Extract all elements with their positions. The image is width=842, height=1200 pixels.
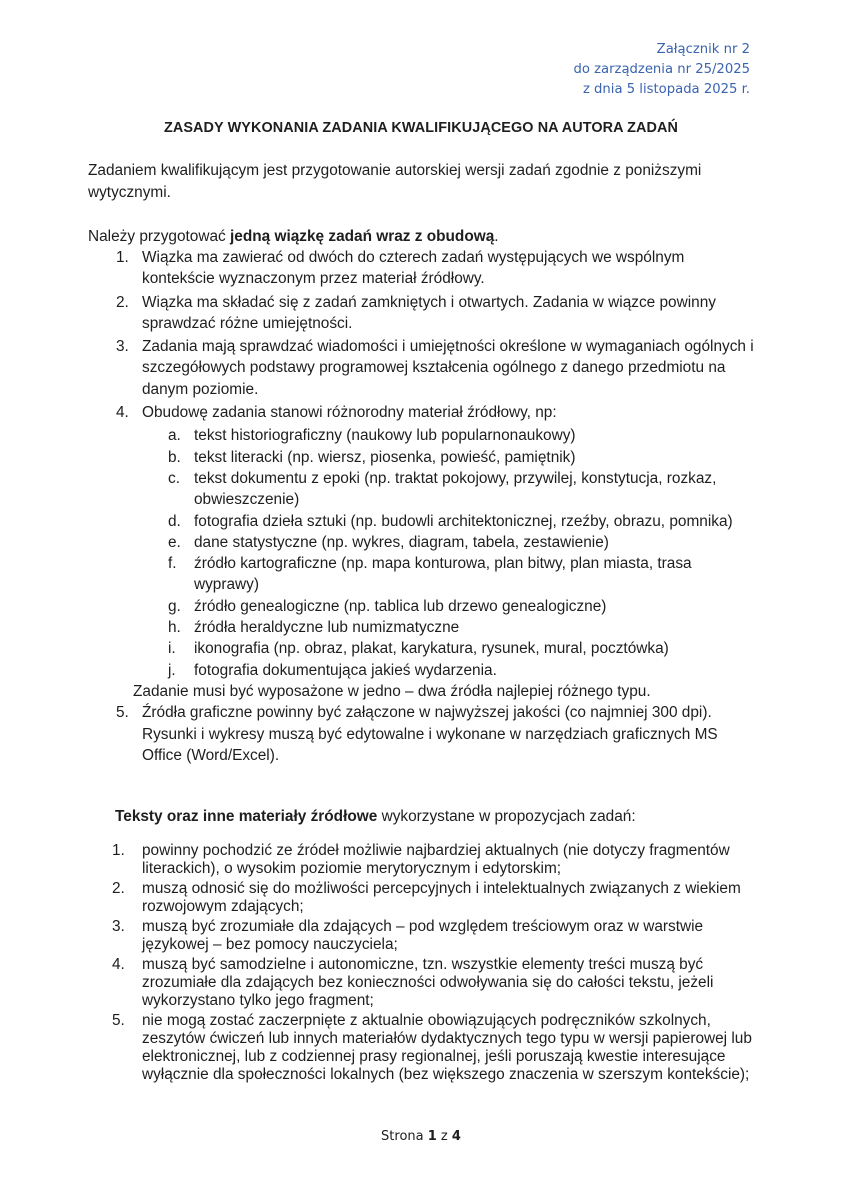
- rule-number: 4.: [116, 404, 129, 422]
- source-type-letter: d.: [168, 512, 181, 530]
- source-type-letter: g.: [168, 597, 181, 615]
- material-text: powinny pochodzić ze źródeł możliwie najbardziej aktualnych (nie dotyczy fragmentów literackich), o wysokim poziomie merytorycznym i edytorskim;: [142, 842, 730, 877]
- source-type-text: źródła heraldyczne lub numizmatyczne: [194, 619, 460, 637]
- document-title: ZASADY WYKONANIA ZADANIA KWALIFIKUJĄCEGO NA AUTORA ZADAŃ: [163, 120, 679, 136]
- rule-item: [88, 247, 758, 290]
- source-type-letter: c.: [168, 469, 180, 487]
- source-type-item: [88, 553, 758, 596]
- rule-number: 5.: [116, 704, 129, 722]
- rule-item: [88, 702, 758, 766]
- source-type-text: fotografia dzieła sztuki (np. budowli architektonicznej, rzeźby, obrazu, pomnika): [194, 512, 733, 530]
- bundle-lead: [88, 226, 758, 248]
- source-type-letter: f.: [168, 555, 177, 573]
- source-type-letter: j.: [168, 661, 176, 679]
- source-type-item: [88, 468, 758, 511]
- materials-lead: [115, 806, 755, 828]
- source-type-text: tekst historiograficzny (naukowy lub popularnonaukowy): [194, 427, 576, 445]
- rule-item: [88, 292, 758, 335]
- annex-line-3: z dnia 5 listopada 2025 r.: [582, 82, 750, 97]
- material-number: 4.: [112, 956, 125, 973]
- material-number: 2.: [112, 880, 125, 897]
- material-text: muszą odnosić się do możliwości percepcyjnych i intelektualnych związanych z wiekiem rozwojowym zdających;: [142, 880, 741, 915]
- source-type-item: [88, 660, 758, 681]
- source-type-item: [88, 425, 758, 446]
- material-item: [112, 1012, 752, 1084]
- source-type-item: [88, 511, 758, 532]
- rules-list: [88, 247, 758, 768]
- material-item: [112, 918, 752, 954]
- material-text: muszą być zrozumiałe dla zdających – pod względem treściowym oraz w warstwie językowej – bez pomocy nauczyciela;: [142, 918, 704, 953]
- materials-lead-after: wykorzystane w propozycjach zadań:: [377, 808, 636, 825]
- source-type-item: [88, 532, 758, 553]
- page-footer: [0, 1129, 842, 1144]
- materials-lead-bold: Teksty oraz inne materiały źródłowe: [115, 808, 378, 825]
- source-type-item: [88, 596, 758, 617]
- rule-text: Obudowę zadania stanowi różnorodny materiał źródłowy, np:: [142, 404, 557, 422]
- source-type-text: źródło genealogiczne (np. tablica lub drzewo genealogiczne): [194, 597, 607, 615]
- footer-separator: z: [436, 1129, 452, 1144]
- rule-text: Wiązka ma składać się z zadań zamkniętych i otwartych. Zadania w wiązce powinny sprawdzać różne umiejętności.: [142, 293, 716, 332]
- material-number: 5.: [112, 1012, 125, 1029]
- page-number-current: 1: [427, 1129, 437, 1144]
- bundle-lead-after: .: [494, 228, 499, 245]
- source-type-letter: e.: [168, 533, 181, 551]
- material-item: [112, 956, 752, 1010]
- page-number-total: 4: [451, 1129, 461, 1144]
- source-note: Zadanie musi być wyposażone w jedno – dwa źródła najlepiej różnego typu.: [133, 682, 651, 700]
- source-type-letter: b.: [168, 448, 181, 466]
- material-item: [112, 880, 752, 916]
- material-number: 1.: [112, 842, 125, 859]
- source-type-item: [88, 638, 758, 659]
- material-text: nie mogą zostać zaczerpnięte z aktualnie obowiązujących podręczników szkolnych, zeszytów ćwiczeń lub innych materiałów dydaktycznych tego typu w wersji papierowej lub elektronicznej, lub z codziennej prasy regionalnej, jeśli poruszają kwestie interesujące wyłącznie dla społeczności lokalnych (bez większego znaczenia w szerszym kontekście);: [142, 1012, 752, 1083]
- source-type-text: tekst dokumentu z epoki (np. traktat pokojowy, przywilej, konstytucja, rozkaz, obwieszczenie): [194, 469, 717, 509]
- rule-text: Wiązka ma zawierać od dwóch do czterech zadań występujących we wspólnym kontekście wyznaczonym przez materiał źródłowy.: [142, 249, 685, 288]
- source-type-text: dane statystyczne (np. wykres, diagram, tabela, zestawienie): [194, 533, 609, 551]
- annex-line-2: do zarządzenia nr 25/2025: [573, 62, 750, 77]
- rule-number: 2.: [116, 293, 129, 311]
- rule-item: [88, 336, 758, 400]
- source-type-text: tekst literacki (np. wiersz, piosenka, powieść, pamiętnik): [194, 448, 576, 466]
- materials-list: [112, 842, 752, 1086]
- source-type-text: fotografia dokumentująca jakieś wydarzenia.: [194, 661, 497, 679]
- source-type-text: ikonografia (np. obraz, plakat, karykatura, rysunek, mural, pocztówka): [194, 640, 669, 658]
- rule-number: 1.: [116, 249, 129, 266]
- material-item: [112, 842, 752, 878]
- rule-text: Źródła graficzne powinny być załączone w najwyższej jakości (co najmniej 300 dpi). Rysunki i wykresy muszą być edytowalne i wykonane w narzędziach graficznych MS Office (Word/Excel).: [142, 704, 718, 764]
- source-type-item: [88, 617, 758, 638]
- bundle-lead-bold: jedną wiązkę zadań wraz z obudową: [230, 228, 495, 245]
- annex-line-1: Załącznik nr 2: [656, 42, 750, 57]
- source-type-letter: i.: [168, 640, 176, 658]
- source-type-item: [88, 447, 758, 468]
- bundle-lead-before: Należy przygotować: [88, 228, 230, 245]
- annex-header: [573, 40, 750, 100]
- source-type-text: źródło kartograficzne (np. mapa konturowa, plan bitwy, plan miasta, trasa wyprawy): [194, 555, 692, 594]
- rule-text: Zadania mają sprawdzać wiadomości i umiejętności określone w wymaganiach ogólnych i szczegółowych podstawy programowej kształcenia ogólnego z danego przedmiotu na danym poziomie.: [142, 338, 754, 398]
- material-text: muszą być samodzielne i autonomiczne, tzn. wszystkie elementy treści muszą być zrozumiałe dla zdających bez konieczności odwoływania się do całości tekstu, jeżeli wykorzystano tylko jego fragment;: [142, 956, 714, 1009]
- rule-number: 3.: [116, 338, 129, 356]
- rule-item: [88, 402, 758, 423]
- source-type-letter: a.: [168, 427, 181, 445]
- intro-paragraph: Zadaniem kwalifikującym jest przygotowanie autorskiej wersji zadań zgodnie z poniższymi wytycznymi.: [88, 162, 702, 201]
- source-type-letter: h.: [168, 619, 181, 637]
- footer-prefix: Strona: [381, 1129, 428, 1144]
- material-number: 3.: [112, 918, 125, 935]
